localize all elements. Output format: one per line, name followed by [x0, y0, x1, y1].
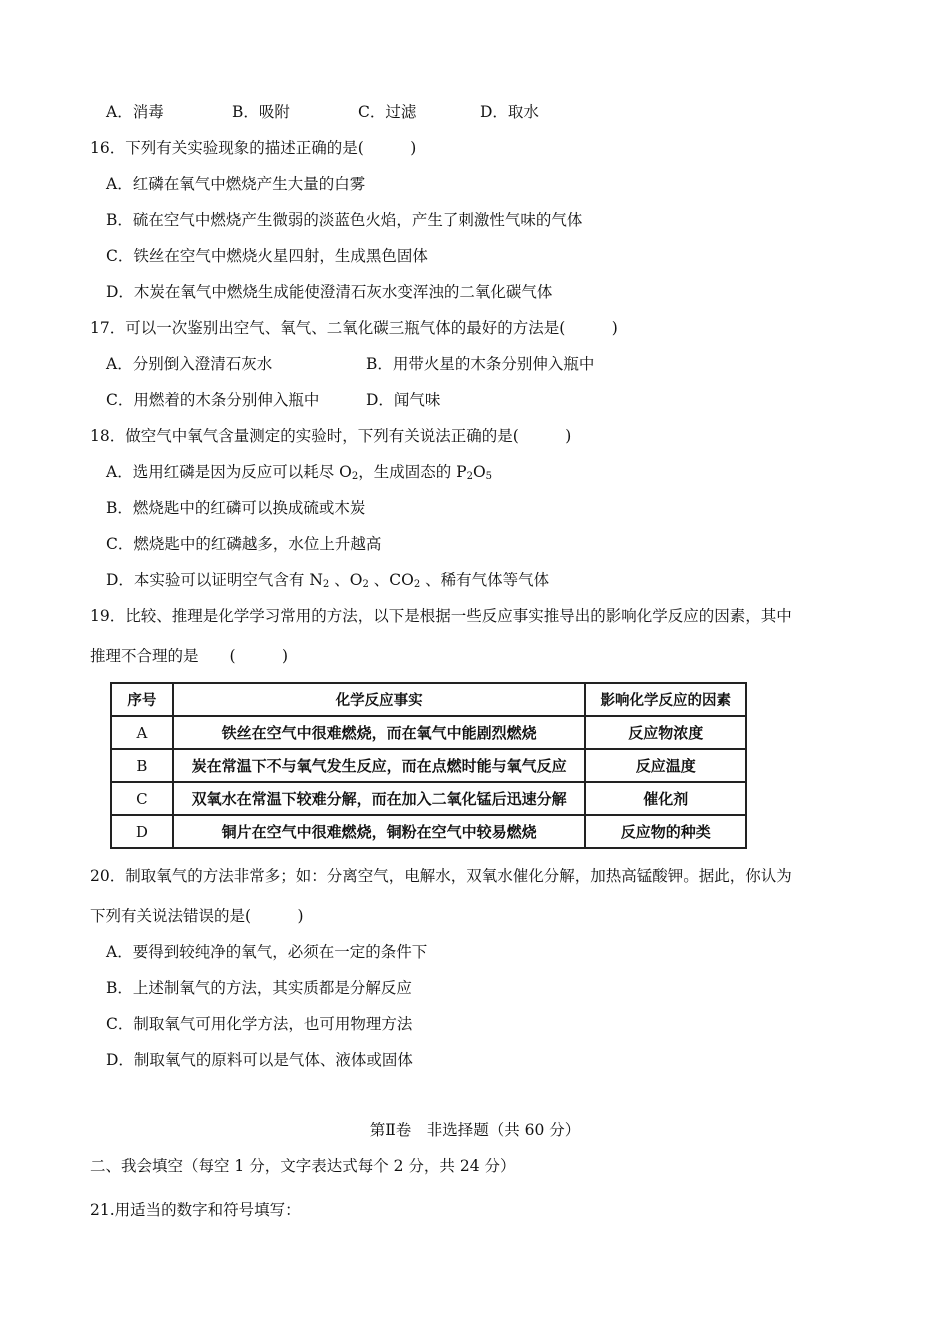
q15-option-a: A．消毒 [106, 103, 164, 121]
table-cell-id: C [111, 782, 173, 815]
q16-stem: 16．下列有关实验现象的描述正确的是( ) [90, 139, 417, 157]
q17-option-c: C．用燃着的木条分别伸入瓶中 [106, 391, 320, 409]
table-cell-factor: 反应物的种类 [585, 815, 746, 848]
q18-option-b: B．燃烧匙中的红磷可以换成硫或木炭 [106, 499, 366, 517]
q20-stem-line1: 20．制取氧气的方法非常多；如：分离空气，电解水，双氧水催化分解，加热高锰酸钾。据此，你认为 [90, 867, 792, 885]
section-part-heading: 二、我会填空（每空 1 分，文字表达式每个 2 分，共 24 分） [90, 1157, 516, 1175]
table-header-fact: 化学反应事实 [173, 683, 586, 716]
q19-table [110, 682, 747, 849]
q20-option-a: A．要得到较纯净的氧气，必须在一定的条件下 [106, 943, 428, 961]
table-row [111, 749, 746, 782]
q18-option-a: A．选用红磷是因为反应可以耗尽 $O_2$，生成固态的 $P_2O_5$ [106, 463, 493, 482]
table-cell-factor: 反应物浓度 [585, 716, 746, 749]
q21-stem: 21.用适当的数字和符号填写： [90, 1201, 301, 1219]
table-cell-id: D [111, 815, 173, 848]
q19-stem-line1: 19．比较、推理是化学学习常用的方法，以下是根据一些反应事实推导出的影响化学反应的因素，其中 [90, 607, 792, 625]
table-header-row [111, 683, 746, 716]
q20-option-c: C．制取氧气可用化学方法，也可用物理方法 [106, 1015, 413, 1033]
q20-stem-line2: 下列有关说法错误的是( ) [90, 907, 304, 925]
q19-stem-line2: 推理不合理的是 ( ) [90, 647, 289, 665]
table-cell-factor: 反应温度 [585, 749, 746, 782]
q17-option-b: B．用带火星的木条分别伸入瓶中 [366, 355, 595, 373]
table-cell-id: A [111, 716, 173, 749]
section-title: 第Ⅱ卷 非选择题（共 60 分） [369, 1121, 581, 1139]
q20-option-b: B．上述制氧气的方法，其实质都是分解反应 [106, 979, 412, 997]
q16-option-c: C．铁丝在空气中燃烧火星四射，生成黑色固体 [106, 247, 428, 265]
table-row [111, 716, 746, 749]
table-cell-fact: 炭在常温下不与氧气发生反应，而在点燃时能与氧气反应 [173, 749, 586, 782]
table-cell-fact: 双氧水在常温下较难分解，而在加入二氧化锰后迅速分解 [173, 782, 586, 815]
table-header-factor: 影响化学反应的因素 [585, 683, 746, 716]
q18-option-d: D．本实验可以证明空气含有 $N_2$ 、$O_2$ 、$CO_2$ 、稀有气体等气体 [106, 571, 550, 590]
q18-stem: 18．做空气中氧气含量测定的实验时，下列有关说法正确的是( ) [90, 427, 572, 445]
q15-option-d: D．取水 [480, 103, 539, 121]
q15-option-c: C．过滤 [358, 103, 417, 121]
q16-option-a: A．红磷在氧气中燃烧产生大量的白雾 [106, 175, 366, 193]
q16-option-b: B．硫在空气中燃烧产生微弱的淡蓝色火焰，产生了刺激性气味的气体 [106, 211, 583, 229]
table-cell-fact: 铁丝在空气中很难燃烧，而在氧气中能剧烈燃烧 [173, 716, 586, 749]
q20-option-d: D．制取氧气的原料可以是气体、液体或固体 [106, 1051, 413, 1069]
table-header-id: 序号 [111, 683, 173, 716]
q16-option-d: D．木炭在氧气中燃烧生成能使澄清石灰水变浑浊的二氧化碳气体 [106, 283, 553, 301]
q18-option-c: C．燃烧匙中的红磷越多，水位上升越高 [106, 535, 382, 553]
q17-option-d: D．闻气味 [366, 391, 441, 409]
q17-option-a: A．分别倒入澄清石灰水 [106, 355, 273, 373]
table-row [111, 782, 746, 815]
q17-stem: 17．可以一次鉴别出空气、氧气、二氧化碳三瓶气体的最好的方法是( ) [90, 319, 618, 337]
q15-option-b: B．吸附 [232, 103, 290, 121]
table-cell-fact: 铜片在空气中很难燃烧，铜粉在空气中较易燃烧 [173, 815, 586, 848]
table-cell-id: B [111, 749, 173, 782]
table-row [111, 815, 746, 848]
table-cell-factor: 催化剂 [585, 782, 746, 815]
